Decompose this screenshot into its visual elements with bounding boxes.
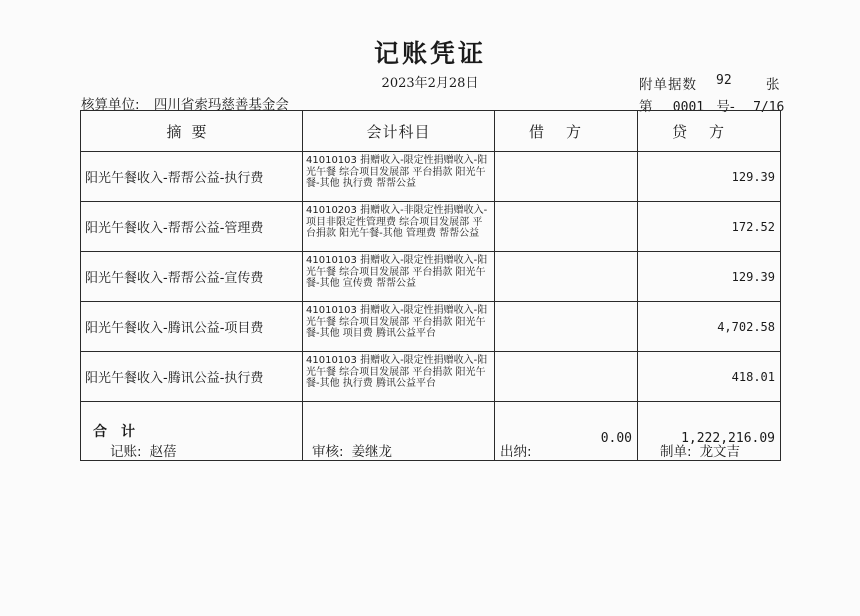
attachment-number: 92 xyxy=(716,73,732,88)
row-credit: 172.52 xyxy=(638,202,781,252)
row-credit: 129.39 xyxy=(638,252,781,302)
voucher-page: 7/16 xyxy=(753,100,785,115)
row-subject: 41010103 捐赠收入-限定性捐赠收入-阳光午餐 综合项目发展部 平台捐款 阳光午餐-其他 执行费 帮帮公益 xyxy=(303,152,495,202)
table-row xyxy=(81,252,781,302)
row-debit xyxy=(495,202,638,252)
voucher-title: 记账凭证 xyxy=(373,39,486,68)
row-summary: 阳光午餐收入-帮帮公益-宣传费 xyxy=(81,252,303,302)
total-debit: 0.00 xyxy=(495,402,638,461)
accounting-unit-name: 四川省索玛慈善基金会 xyxy=(153,97,289,113)
table-row xyxy=(81,202,781,252)
table-row xyxy=(81,302,781,352)
row-debit xyxy=(495,152,638,202)
col-summary: 摘要 xyxy=(81,111,303,152)
row-debit xyxy=(495,352,638,402)
row-subject: 41010103 捐赠收入-限定性捐赠收入-阳光午餐 综合项目发展部 平台捐款 阳光午餐-其他 项目费 腾讯公益平台 xyxy=(303,302,495,352)
row-subject: 41010203 捐赠收入-非限定性捐赠收入-项目非限定性管理费 综合项目发展部 平台捐款 阳光午餐-其他 管理费 帮帮公益 xyxy=(303,202,495,252)
table-row xyxy=(81,352,781,402)
bookkeeper-name: 赵蓓 xyxy=(149,444,177,460)
row-subject: 41010103 捐赠收入-限定性捐赠收入-阳光午餐 综合项目发展部 平台捐款 阳光午餐-其他 执行费 腾讯公益平台 xyxy=(303,352,495,402)
col-subject: 会计科目 xyxy=(303,111,495,152)
table-header xyxy=(81,111,781,152)
row-summary: 阳光午餐收入-帮帮公益-管理费 xyxy=(81,202,303,252)
preparer-label: 制单: xyxy=(660,444,692,460)
row-summary: 阳光午餐收入-腾讯公益-执行费 xyxy=(81,352,303,402)
row-debit xyxy=(495,302,638,352)
col-credit: 贷方 xyxy=(638,111,781,152)
row-summary: 阳光午餐收入-帮帮公益-执行费 xyxy=(81,152,303,202)
row-subject: 41010103 捐赠收入-限定性捐赠收入-阳光午餐 综合项目发展部 平台捐款 阳光午餐-其他 宣传费 帮帮公益 xyxy=(303,252,495,302)
total-credit: 1,222,216.09 xyxy=(638,402,781,461)
reviewer-signature xyxy=(312,440,392,460)
attachment-label: 附单据数 xyxy=(639,77,697,93)
cashier-signature xyxy=(500,440,540,460)
accounting-unit-label: 核算单位: xyxy=(81,97,140,113)
voucher-date: 2023年2月28日 xyxy=(381,76,479,91)
reviewer-name: 姜继龙 xyxy=(351,444,393,460)
preparer-signature xyxy=(660,440,740,460)
voucher-number-mid: 号- xyxy=(716,99,735,115)
total-label: 合计 xyxy=(81,402,303,461)
bookkeeper-signature xyxy=(110,440,177,460)
voucher-number-prefix: 第 xyxy=(639,99,653,115)
table-row xyxy=(81,152,781,202)
voucher-table xyxy=(80,110,781,461)
row-credit: 418.01 xyxy=(638,352,781,402)
voucher-number-value: 0001 xyxy=(672,100,705,115)
cashier-label: 出纳: xyxy=(500,444,532,460)
reviewer-label: 审核: xyxy=(312,444,344,460)
row-credit: 129.39 xyxy=(638,152,781,202)
preparer-name: 龙文吉 xyxy=(699,444,741,460)
col-debit: 借方 xyxy=(495,111,638,152)
row-debit xyxy=(495,252,638,302)
row-credit: 4,702.58 xyxy=(638,302,781,352)
row-summary: 阳光午餐收入-腾讯公益-项目费 xyxy=(81,302,303,352)
attachment-unit: 张 xyxy=(766,77,780,93)
attachment-count xyxy=(639,73,780,93)
bookkeeper-label: 记账: xyxy=(110,444,142,460)
